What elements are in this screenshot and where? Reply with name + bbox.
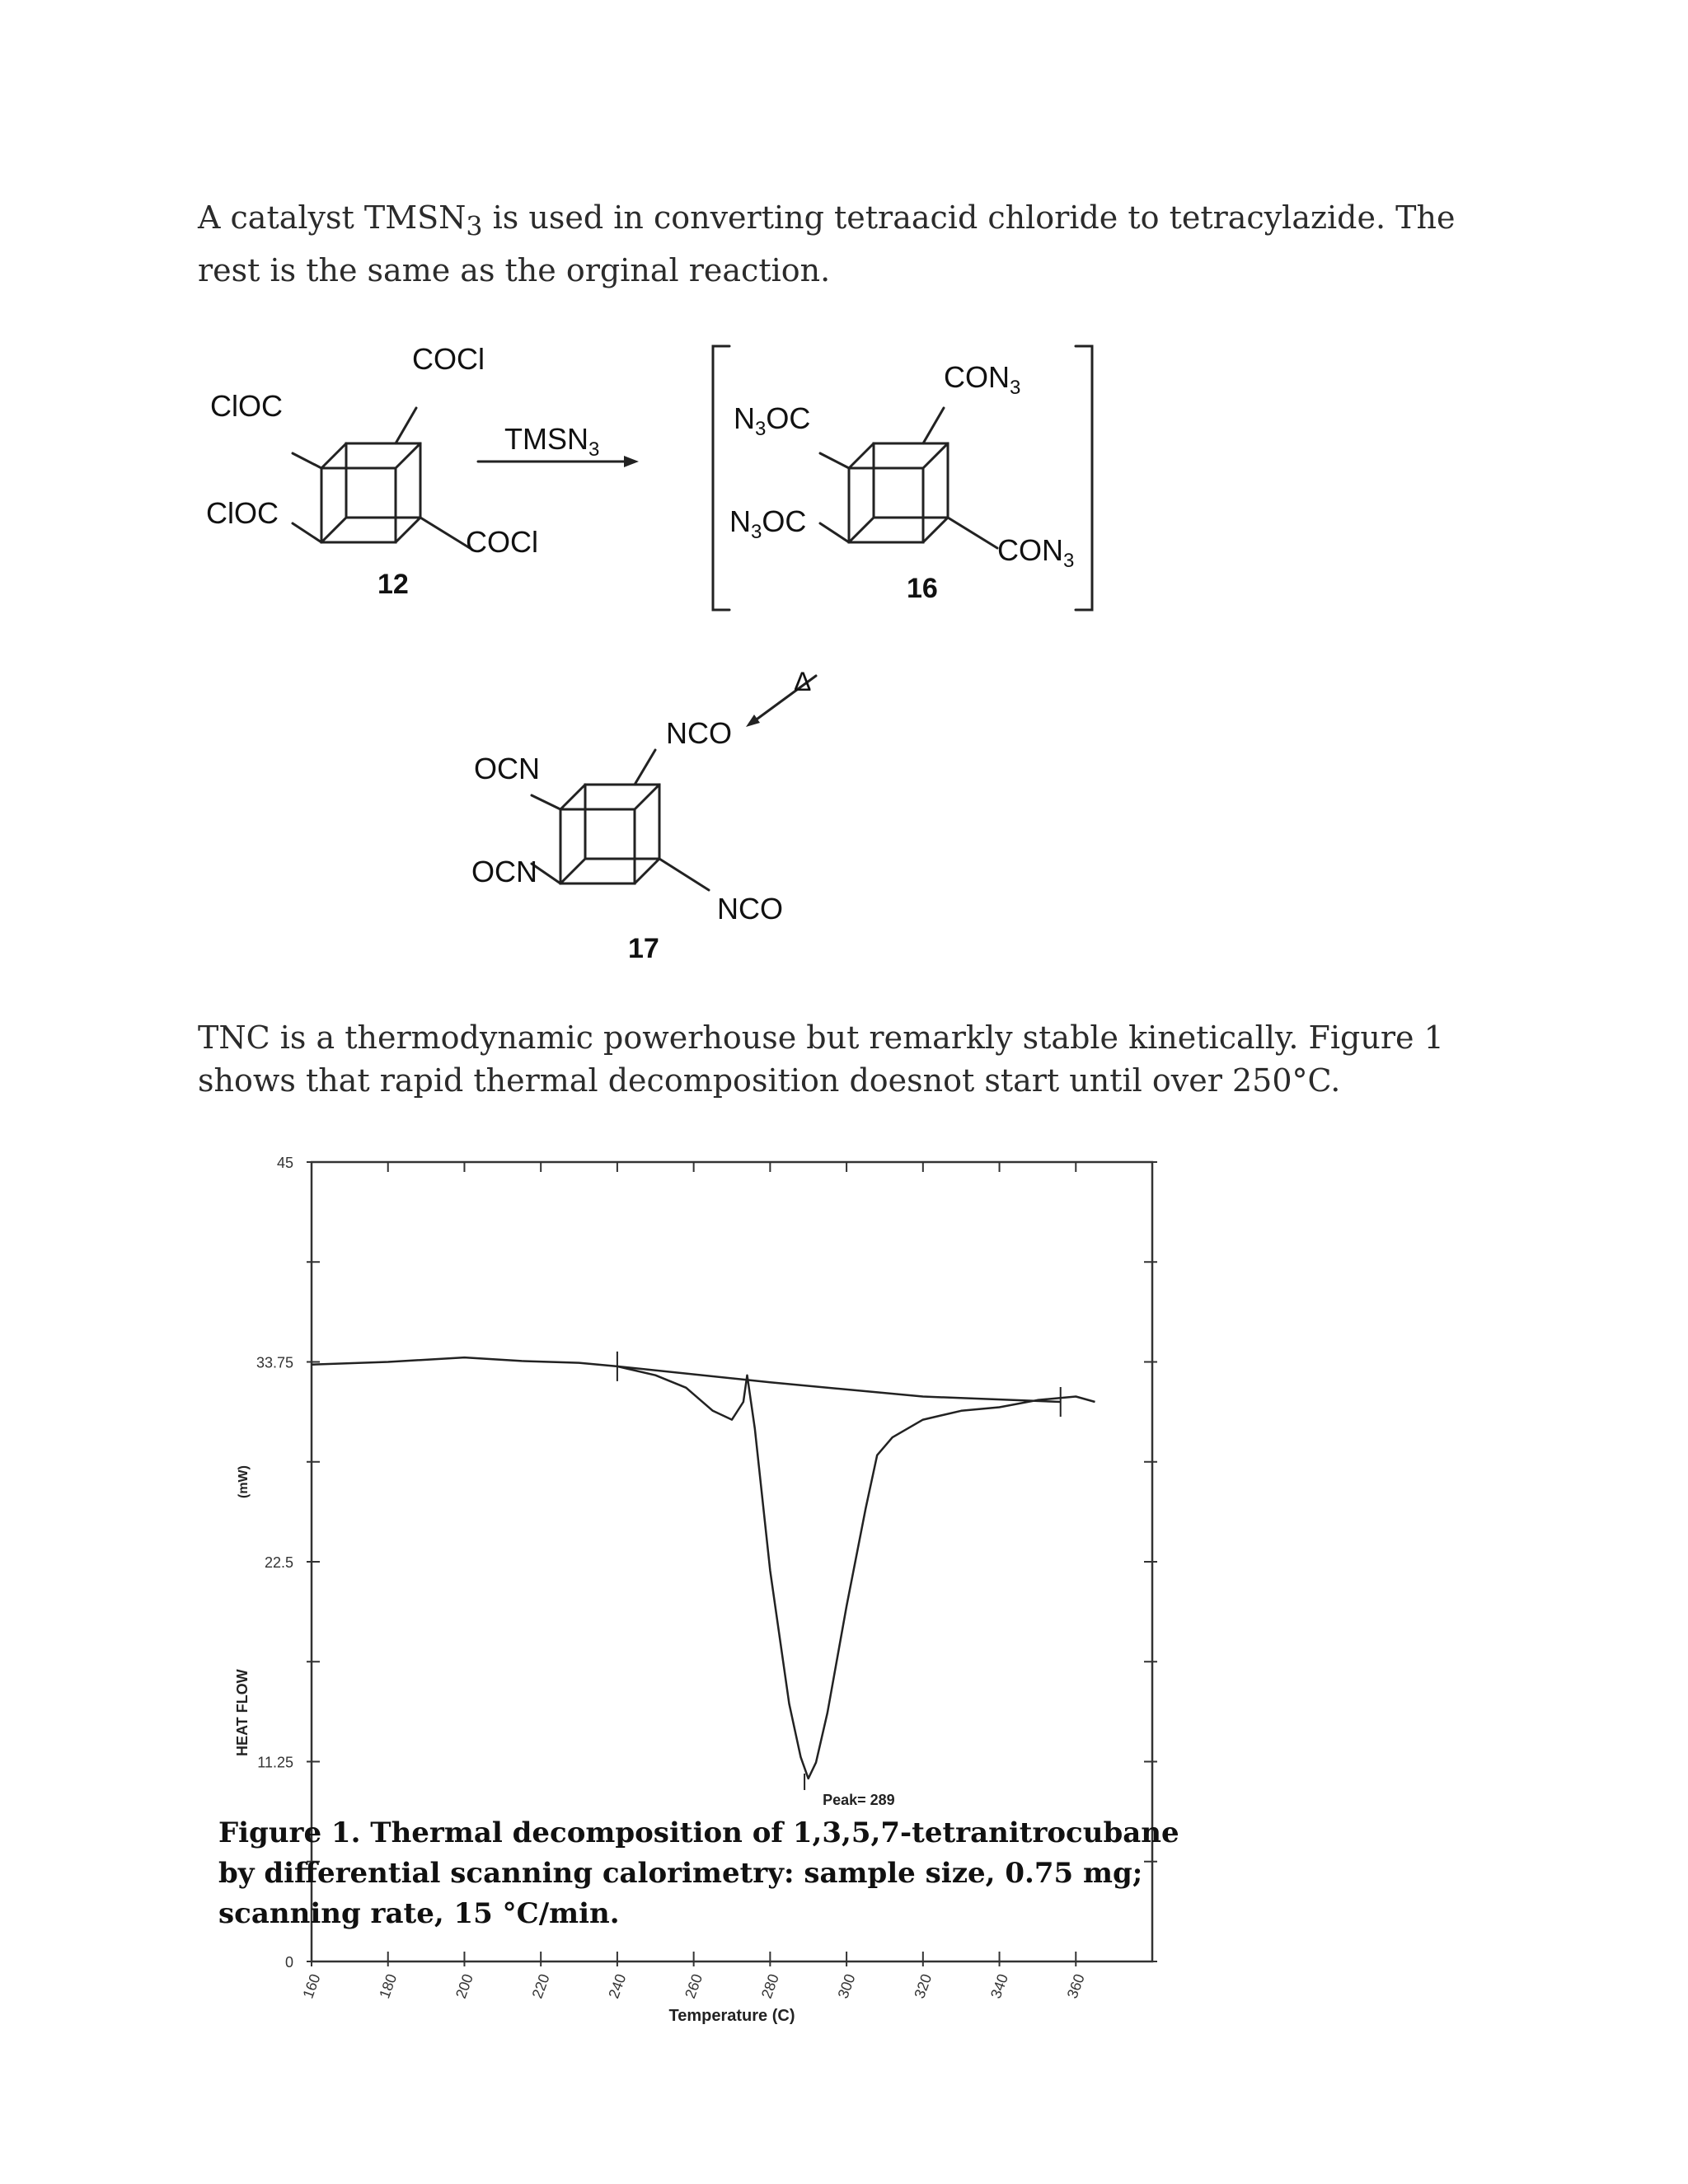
peak-annotation: Peak= 289 (823, 1791, 895, 1808)
c16-top-group: $CON_3$ (944, 360, 1021, 399)
stability-paragraph: TNC is a thermodynamic powerhouse but remarkly stable kinetically. Figure 1 shows that rapid thermal decomposition doesnot start until over 250°C. (198, 1019, 1444, 1099)
compound-label-17: 17 (628, 933, 659, 964)
x-tick-label: 260 (682, 1971, 706, 2001)
arrow-2-head (746, 715, 760, 727)
x-tick-label: 240 (605, 1971, 630, 2001)
y-tick-label: 45 (276, 1155, 293, 1171)
x-tick-label: 220 (528, 1971, 553, 2001)
x-tick-label: 180 (376, 1971, 401, 2001)
c12-top-group: COCl (412, 342, 485, 376)
c16-left-top-group: $N_3OC$ (734, 401, 811, 440)
left-bracket (713, 346, 729, 610)
cube-17-structure (532, 750, 709, 890)
y-tick-label: 22.5 (264, 1554, 293, 1571)
intro-paragraph (198, 196, 1517, 292)
x-tick-label: 340 (987, 1971, 1012, 2001)
x-tick-label: 320 (911, 1971, 935, 2001)
intro-subscript: 3 (466, 212, 483, 242)
y-tick-label: 33.75 (256, 1354, 293, 1371)
cube-16-structure (820, 408, 997, 548)
intro-text-end: is used in converting tetraacid chloride to tetracylazide. The rest is the same as the orginal reaction. (198, 199, 1456, 288)
c17-top-group: NCO (666, 716, 732, 750)
compound-label-12: 12 (377, 569, 409, 600)
intro-text-start: A catalyst TMSN (198, 199, 467, 236)
c16-bottom-group: $CON_3$ (997, 533, 1075, 572)
reaction-scheme (0, 313, 1688, 989)
x-tick-label: 300 (834, 1971, 859, 2001)
x-axis-label: Temperature (C) (668, 2007, 795, 2025)
c17-left-bottom-group: OCN (471, 855, 537, 888)
series-group (312, 1352, 1095, 1790)
heat-symbol: Δ (794, 667, 812, 696)
x-tick-label: 360 (1063, 1971, 1088, 2001)
caption-label: Figure 1. (218, 1816, 361, 1849)
x-tick-label: 160 (299, 1971, 324, 2001)
c12-left-bottom-group: ClOC (206, 496, 279, 530)
x-tick-label: 280 (757, 1971, 782, 2001)
right-bracket (1076, 346, 1092, 610)
y-tick-label: 11.25 (257, 1754, 293, 1771)
c17-bottom-group: NCO (717, 892, 783, 926)
reagent-label: $TMSN_3$ (504, 422, 600, 461)
c12-left-top-group: ClOC (210, 389, 283, 423)
figure-caption (218, 1813, 1199, 1934)
dsc-curve (312, 1357, 1095, 1779)
y-axis-label: HEAT FLOW (234, 1669, 251, 1757)
compound-label-16: 16 (907, 573, 938, 604)
cube-12-structure (293, 408, 470, 548)
c12-bottom-group: COCl (466, 525, 538, 559)
c16-left-bottom-group: $N_3OC$ (729, 504, 807, 543)
caption-text: Thermal decomposition of 1,3,5,7-tetranitrocubane by differential scanning calorimetry: sample size, 0.75 mg; scanning rate, 15 °C/min. (218, 1816, 1179, 1930)
baseline-line (617, 1366, 1061, 1402)
y-tick-label: 0 (284, 1954, 293, 1971)
c17-left-top-group: OCN (474, 752, 540, 785)
x-tick-label: 200 (452, 1971, 476, 2001)
arrow-1-head (624, 456, 639, 467)
y-axis-unit: (mW) (237, 1465, 251, 1498)
